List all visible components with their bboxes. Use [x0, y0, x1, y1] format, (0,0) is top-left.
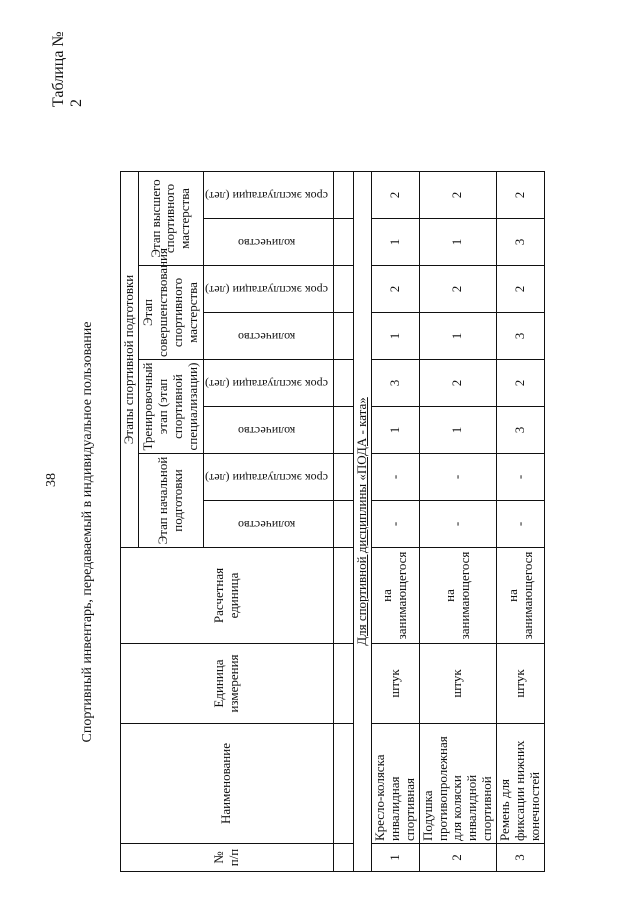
- qty-header: количество: [203, 501, 333, 548]
- term-header: срок эксплуатации (лет): [203, 171, 333, 218]
- table-label: Таблица № 2: [50, 31, 85, 107]
- header-row: [121, 171, 139, 871]
- qty-header: количество: [203, 313, 333, 360]
- section-row: [353, 171, 371, 871]
- header-name: Наименование: [121, 724, 334, 844]
- inventory-table: [120, 171, 545, 872]
- term-header: срок эксплуатации (лет): [203, 454, 333, 501]
- page-number: 38: [44, 473, 59, 487]
- table-row: 1 Кресло-коляска инвалидная спортивная штук на занимающегося - - 1 3 1 2 1 2: [371, 171, 419, 871]
- stage-4: Этап высшего спортивного мастерства: [138, 171, 203, 265]
- qty-header: количество: [203, 219, 333, 266]
- stage-3: Этап совершенствования спортивного мастерства: [138, 266, 203, 360]
- table-row: 3 Ремень для фиксации нижних конечностей штук на занимающегося - - 3 2 3 2 3 2: [497, 171, 545, 871]
- table-row: 2 Подушка противопролежная для коляски инвалидной спортивной штук на занимающегося - - 1 2 1 2 1 2: [419, 171, 497, 871]
- stage-2: Тренировочный этап (этап спортивной специализации): [138, 360, 203, 454]
- header-stages-group: Этапы спортивной подготовки: [121, 171, 139, 547]
- table-caption: Спортивный инвентарь, передаваемый в индивидуальное пользование: [80, 321, 95, 743]
- section-title: Для спортивной дисциплины «ПОДА - ката»: [353, 171, 371, 871]
- header-unit: Единица измерения: [121, 644, 334, 724]
- qty-header: количество: [203, 407, 333, 454]
- header-num: № п/п: [121, 844, 334, 872]
- rotated-page: [40, 22, 600, 882]
- header-calc: Расчетная единица: [121, 548, 334, 644]
- stage-1: Этап начальной подготовки: [138, 454, 203, 548]
- term-header: срок эксплуатации (лет): [203, 266, 333, 313]
- spacer-row: [333, 171, 353, 871]
- term-header: срок эксплуатации (лет): [203, 360, 333, 407]
